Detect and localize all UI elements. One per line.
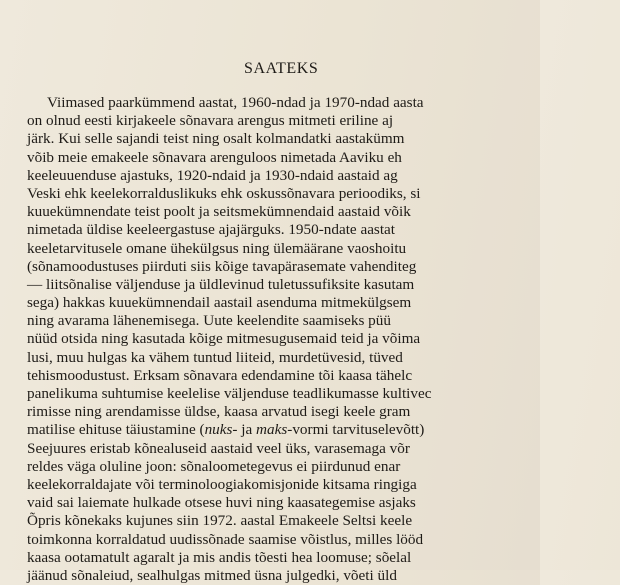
- text-line: toimkonna korraldatud uudissõnade saamise võistlus, milles lööd: [27, 530, 424, 548]
- text-line: kaasa ootamatult agaralt ja mis andis tõesti hea loomuse; sõelal: [27, 548, 412, 566]
- body-paragraph: [0, 94, 620, 585]
- text-line: matilise ehituse täiustamine (nuks- ja maks-vormi tarvituselevõtt): [27, 421, 425, 439]
- text-line: sega) hakkas kuuekümnendail aastail asenduma mitmekülgsem: [27, 294, 412, 312]
- text-line: lusi, muu hulgas ka vähem tuntud liiteid, murdetüvesid, tüved: [27, 348, 403, 366]
- text-line: — liitsõnalise väljenduse ja üldlevinud tuletussufiksite kasutam: [27, 275, 415, 293]
- text-line: reldes väga oluline joon: sõnaloometegevus ei piirdunud enar: [27, 457, 401, 475]
- text-line: (sõnamoodustuses piirduti siis kõige tavapärasemate vahenditeg: [27, 257, 417, 275]
- text-line: võib meie emakeele sõnavara arenguloos nimetada Aaviku eh: [27, 148, 402, 166]
- text-line: keeletarvitusele omane ühekülgsus ning ülemäärane vaoshoitu: [27, 239, 407, 257]
- text-line: tehismoodustust. Erksam sõnavara edendamine tõi kaasa tähelc: [27, 366, 413, 384]
- text-line: panelikuma suhtumise keelelise väljenduse teadlikumasse kultivec: [27, 385, 432, 402]
- text-line: kuuekümnendate teist poolt ja seitsmekümnendaid aastaid võik: [27, 203, 411, 221]
- text-line: rimisse ning arendamisse üldse, kaasa arvatud isegi keele gram: [27, 403, 411, 421]
- text-line: vaid sai laiemate hulkade otsese huvi ning kaasategemise asjaks: [27, 494, 416, 512]
- text-line: Seejuures eristab kõnealuseid aastaid veel üks, varasemaga võr: [27, 439, 410, 457]
- text-line: Veski ehk keelekorralduslikuks ehk oskussõnavara perioodiks, si: [27, 184, 421, 202]
- text-line: keeleuuenduse ajastuks, 1920-ndaid ja 1930-ndaid aastaid ag: [27, 166, 398, 184]
- text-line: järk. Kui selle sajandi teist ning osalt kolmandatki aastakümm: [27, 130, 405, 148]
- text-line: nüüd otsida ning kasutada kõige mitmesugusemaid teid ja võima: [27, 330, 421, 348]
- text-line: on olnud eesti kirjakeele sõnavara arengus mitmeti eriline aj: [27, 112, 394, 130]
- text-line: Viimased paarkümmend aastat, 1960-ndad ja 1970-ndad aasta: [47, 94, 424, 111]
- text-line: jäänud sõnaleiud, sealhulgas mitmed üsna julgedki, võeti üld: [27, 566, 397, 584]
- page-heading: SAATEKS: [244, 60, 319, 77]
- text-line: ning avarama lähenemisega. Uute keelendite saamiseks püü: [27, 312, 391, 330]
- text-line: Õpris kõnekaks kujunes siin 1972. aastal Emakeele Seltsi keele: [27, 512, 413, 530]
- text-line: nimetada üldise keeleergastuse ajajärguks. 1950-ndate aastat: [27, 221, 396, 239]
- text-line: keelekorraldajate või terminoloogiakomisjonide kitsama ringiga: [27, 475, 417, 493]
